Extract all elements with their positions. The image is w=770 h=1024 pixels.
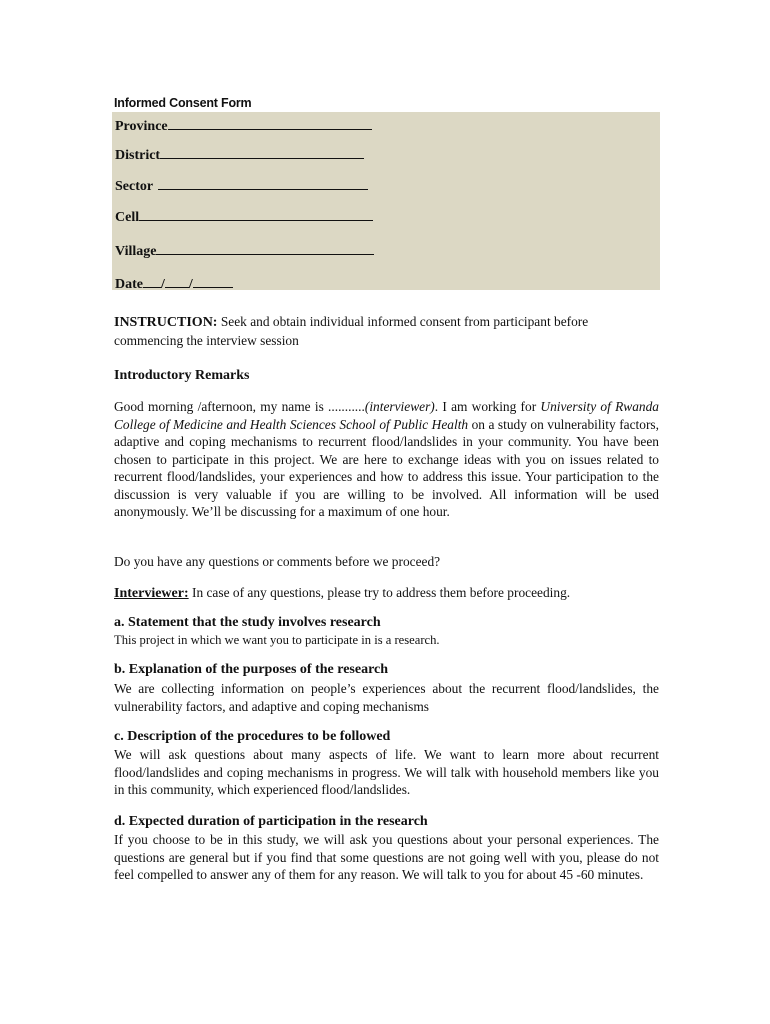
intro-institution-name: University of Rwanda College of Medicine and Health Sciences School of Public Health	[114, 399, 659, 432]
instruction-text: Seek and obtain individual informed consent from participant before commencing the interview session	[114, 314, 589, 348]
introductory-remarks-heading: Introductory Remarks	[114, 368, 250, 383]
section-a-body: This project in which we want you to participate in is a research.	[114, 633, 440, 647]
cell-field[interactable]	[115, 207, 373, 226]
district-label: District	[115, 148, 161, 163]
intro-text-1: Good morning /afternoon, my name is ...........	[114, 399, 365, 414]
district-blank-line[interactable]	[160, 145, 364, 159]
date-year-blank[interactable]	[193, 274, 233, 288]
province-label: Province	[115, 119, 168, 134]
province-field[interactable]	[115, 116, 372, 135]
intro-text-3: on a study on vulnerability factors, adaptive and coping mechanisms to recurrent flood/landslides in your community. You have been chosen to participate in this project. We are here to exchange ideas with you on issues related to recurrent flood/landslides, your experiences and how to address this issue. Your participation to the discussion is very valuable if you are willing to be involved. All information will be used anonymously. We’ll be discussing for a maximum of one hour.	[114, 416, 659, 519]
date-label: Date	[115, 277, 143, 292]
section-b-heading: b. Explanation of the purposes of the research	[114, 662, 389, 677]
sector-blank-line[interactable]	[158, 176, 368, 190]
form-title: Informed Consent Form	[114, 96, 252, 110]
section-c-heading: c. Description of the procedures to be followed	[114, 729, 391, 744]
interviewer-note	[114, 584, 659, 603]
section-d-body: If you choose to be in this study, we will ask you questions about your personal experiences. The questions are general but if you find that some questions are not going well with you, please do not feel compelled to answer any of them for any reason. We will talk to you for about 45 -60 minutes.	[114, 832, 659, 882]
date-field[interactable]	[115, 274, 233, 293]
instruction-label: INSTRUCTION:	[114, 315, 218, 330]
village-blank-line[interactable]	[156, 241, 374, 255]
village-label: Village	[115, 244, 157, 259]
section-b-body: We are collecting information on people’s experiences about the recurrent flood/landslides, the vulnerability factors, and adaptive and coping mechanisms	[114, 681, 659, 714]
location-fields-box	[112, 112, 660, 290]
section-c-body: We will ask questions about many aspects of life. We want to learn more about recurrent flood/landslides and coping mechanisms in progress. We will talk with household members like you in this community, which experienced flood/landslides.	[114, 747, 659, 797]
date-month-blank[interactable]	[165, 274, 189, 288]
date-day-blank[interactable]	[143, 274, 161, 288]
sector-field[interactable]	[115, 176, 368, 195]
province-blank-line[interactable]	[168, 116, 372, 130]
intro-interviewer-placeholder: (interviewer)	[364, 399, 435, 414]
sector-label: Sector	[115, 179, 154, 194]
interviewer-note-text: In case of any questions, please try to address them before proceeding.	[188, 585, 571, 600]
instruction-paragraph	[114, 313, 659, 349]
section-d-heading: d. Expected duration of participation in the research	[114, 814, 428, 829]
introductory-remarks-paragraph	[114, 398, 659, 521]
section-a-heading: a. Statement that the study involves research	[114, 615, 381, 630]
date-separator: /	[161, 277, 165, 292]
questions-prompt: Do you have any questions or comments before we proceed?	[114, 554, 441, 569]
district-field[interactable]	[115, 145, 364, 164]
intro-text-2: . I am working for	[434, 399, 541, 414]
interviewer-note-label: Interviewer:	[114, 586, 189, 601]
village-field[interactable]	[115, 241, 374, 260]
cell-blank-line[interactable]	[139, 207, 373, 221]
date-separator: /	[188, 277, 193, 292]
cell-label: Cell	[115, 210, 140, 225]
